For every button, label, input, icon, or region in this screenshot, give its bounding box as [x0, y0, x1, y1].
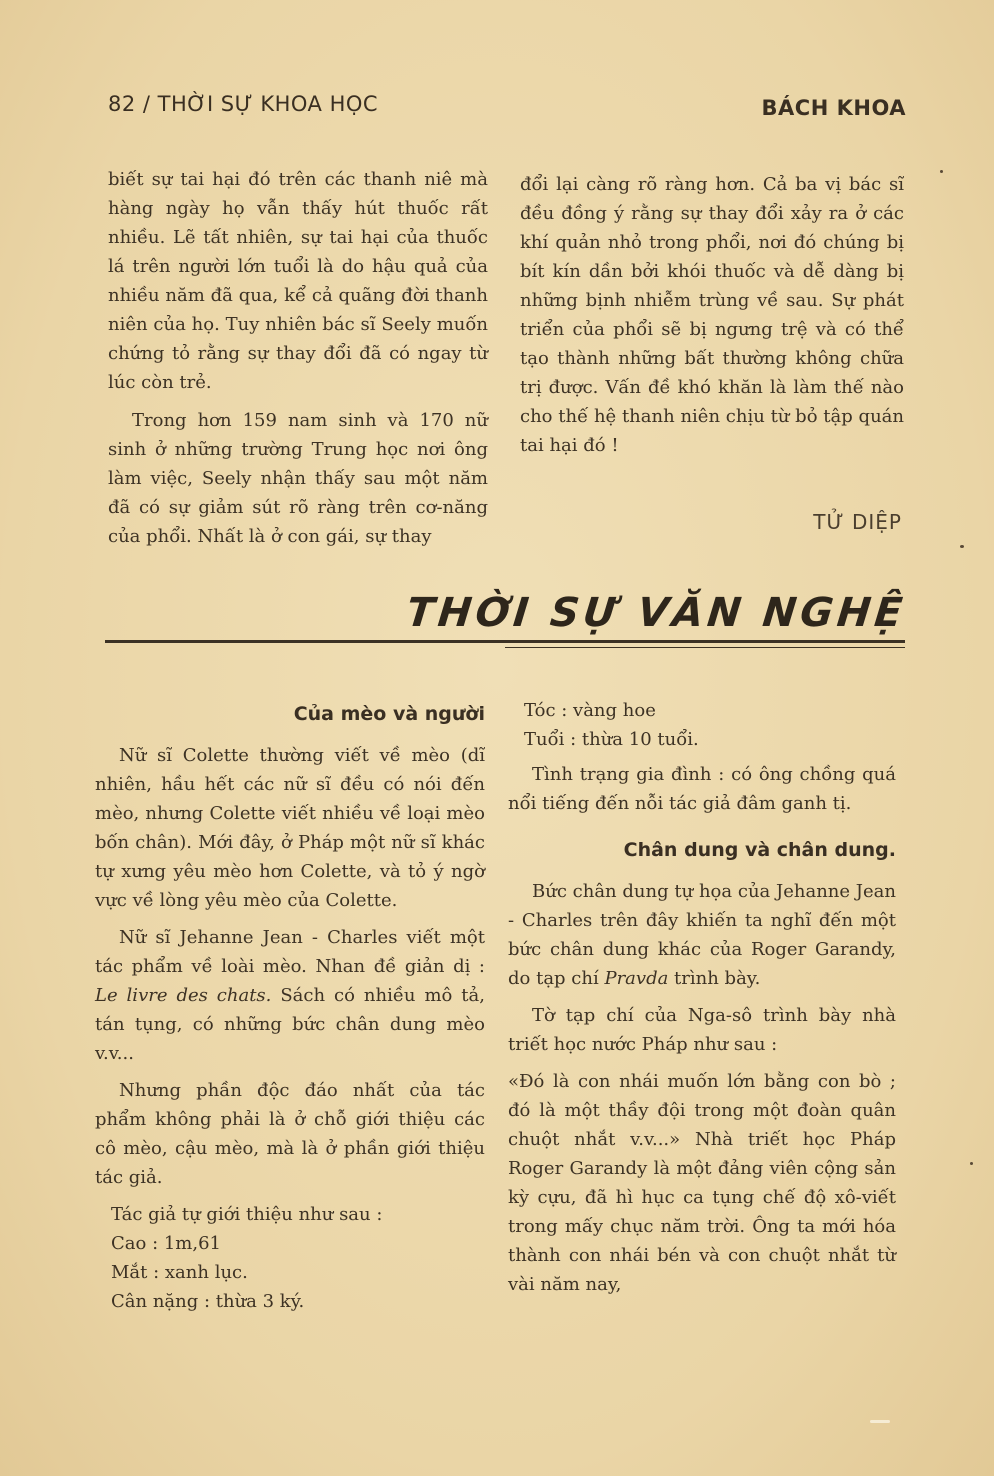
author-facts-continued [508, 696, 896, 754]
paragraph: «Đó là con nhái muốn lớn bằng con bò ; đó là một thầy đội trong một đoàn quân chuột nhắt v.v...» Nhà triết học Pháp Roger Garandy là một đảng viên cộng sản kỳ cựu, đã hì hục ca tụng chế độ xô-viết trong mấy chục năm trời. Ông ta mới hóa thành con nhái bén và con chuột nhắt từ vài năm nay, [508, 1071, 896, 1295]
paragraph: Tình trạng gia đình : có ông chồng quá nổi tiếng đến nỗi tác giả đâm ganh tị. [508, 764, 896, 814]
paper-tear [870, 1420, 890, 1423]
section-rule [105, 640, 905, 643]
article-subtitle: Của mèo và người [293, 703, 485, 725]
section-title: THỜI SỰ VĂN NGHỆ [404, 590, 909, 636]
fact-line: Tóc : vàng hoe [524, 700, 656, 721]
author-signature: TỬ DIỆP [813, 510, 902, 534]
paragraph: Nhưng phần độc đáo nhất của tác phẩm không phải là ở chỗ giới thiệu các cô mèo, cậu mèo, mà là ở phần giới thiệu tác giả. [95, 1080, 485, 1188]
paper-speck [940, 170, 943, 173]
fact-line: Cân nặng : thừa 3 ký. [111, 1291, 305, 1312]
paragraph: đổi lại càng rõ ràng hơn. Cả ba vị bác sĩ đều đồng ý rằng sự thay đổi xảy ra ở các khí quản nhỏ trong phổi, nơi đó chúng bị bít kín dần bởi khói thuốc và dễ dàng bị những bịnh nhiễm trùng về sau. Sự phát triển của phổi sẽ bị ngưng trệ và có thể tạo thành những bất thường không chữa trị được. Vấn đề khó khăn là làm thế nào cho thế hệ thanh niên chịu từ bỏ tập quán tai hại đó ! [520, 174, 904, 456]
article1-column-2 [520, 170, 904, 469]
article2-column [95, 700, 485, 1316]
fact-line: Tác giả tự giới thiệu như sau : [111, 1204, 383, 1225]
book-title: Le livre des chats. [95, 985, 272, 1006]
fact-line: Cao : 1m,61 [111, 1233, 221, 1254]
paper-speck [960, 545, 964, 548]
article2-article3-column [508, 696, 896, 1307]
paragraph [95, 923, 485, 1068]
text-span: Nữ sĩ Jehanne Jean - Charles viết một tác phẩm về loài mèo. Nhan đề giản dị : [95, 927, 485, 977]
author-facts [95, 1200, 485, 1316]
paragraph: biết sự tai hại đó trên các thanh niê mà hàng ngày họ vẫn thấy hút thuốc rất nhiều. Lẽ tất nhiên, sự tai hại của thuốc lá trên người lớn tuổi là do hậu quả của nhiều năm đã qua, kể cả quãng đời thanh niên của họ. Tuy nhiên bác sĩ Seely muốn chứng tỏ rằng sự thay đổi đã có ngay từ lúc còn trẻ. [108, 169, 488, 393]
magazine-name: Pravda [604, 968, 669, 989]
paragraph: Tờ tạp chí của Nga-sô trình bày nhà triết học nước Pháp như sau : [508, 1005, 896, 1055]
paragraph: Trong hơn 159 nam sinh và 170 nữ sinh ở những trường Trung học nơi ông làm việc, Seely nhận thấy sau một năm đã có sự giảm sút rõ ràng trên cơ-năng của phổi. Nhất là ở con gái, sự thay [108, 410, 488, 547]
running-header-left: 82 / THỜI SỰ KHOA HỌC [108, 92, 379, 116]
fact-line: Mắt : xanh lục. [111, 1262, 248, 1283]
article1-column-1 [108, 165, 488, 560]
section-rule-thin [505, 647, 905, 648]
paragraph [508, 877, 896, 993]
paragraph: Nữ sĩ Colette thường viết về mèo (dĩ nhiên, hầu hết các nữ sĩ đều có nói đến mèo, nhưng Colette viết nhiều về loại mèo bốn chân). Mới đây, ở Pháp một nữ sĩ khác tự xưng yêu mèo hơn Colette, và tỏ ý ngờ vực về lòng yêu mèo của Colette. [95, 745, 485, 911]
text-span: Sách có nhiều mô tả, tán tụng, có những bức chân dung mèo v.v... [95, 985, 485, 1064]
text-span: Bức chân dung tự họa của Jehanne Jean - Charles trên đây khiến ta nghĩ đến một bức chân dung khác của Roger Garandy, do tạp chí [508, 881, 896, 989]
fact-line: Tuổi : thừa 10 tuổi. [524, 729, 699, 750]
paper-speck [970, 1162, 973, 1165]
article-subtitle: Chân dung và chân dung. [623, 839, 896, 861]
text-span: trình bày. [668, 968, 761, 989]
running-header-right: BÁCH KHOA [761, 96, 906, 120]
